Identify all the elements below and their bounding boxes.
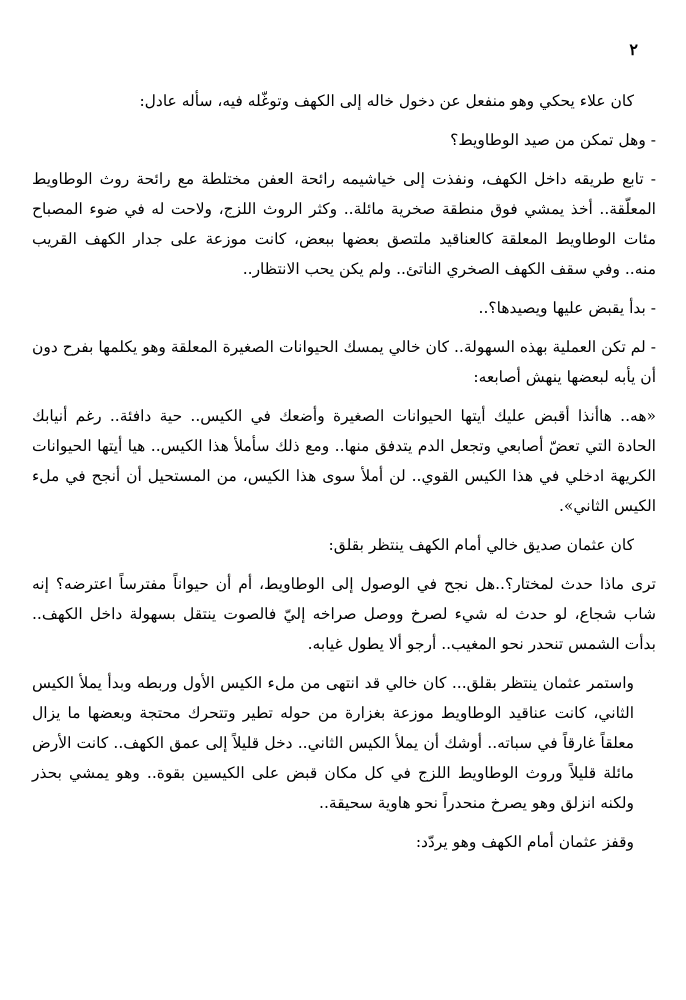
paragraph: - بدأ يقبض عليها ويصيدها؟.. bbox=[478, 299, 656, 317]
paragraph: «هه.. هاأنذا أقبض عليك أيتها الحيوانات الصغيرة وأضعك في الكيس.. حية دافئة.. رغم أنيابك الحادة التي تعضّ أصابعي وتجعل الدم يتدفق منها.. ومع ذلك سأملأ هذا الكيس.. هيا أيتها الحيوانات الكريهة ادخلي في هذا الكيس القوي.. لن أملأ سوى هذا الكيس، من المستحيل أن أنجح في ملء الكيس الثاني». bbox=[32, 407, 656, 515]
paragraph: - وهل تمكن من صيد الوطاويط؟ bbox=[450, 131, 656, 149]
paragraph: - لم تكن العملية بهذه السهولة.. كان خالي يمسك الحيوانات الصغيرة المعلقة وهو يكلمها بفرح دون أن يأبه لبعضها ينهش أصابعه: bbox=[32, 338, 656, 386]
paragraph: كان علاء يحكي وهو منفعل عن دخول خاله إلى الكهف وتوغّله فيه، سأله عادل: bbox=[139, 92, 634, 110]
page-number: ٢ bbox=[629, 40, 638, 59]
paragraph: كان عثمان صديق خالي أمام الكهف ينتظر بقلق: bbox=[328, 536, 634, 554]
paragraph: ترى ماذا حدث لمختار؟..هل نجح في الوصول إلى الوطاويط، أم أن حيواناً مفترساً اعترضه؟ إنه شاب شجاع، لو حدث له شيء لصرخ ووصل صراخه إليّ فالصوت ينتقل بسهولة داخل الكهف.. بدأت الشمس تنحدر نحو المغيب.. أرجو ألا يطول غيابه. bbox=[32, 575, 656, 653]
body-text bbox=[32, 86, 656, 866]
paragraph: وقفز عثمان أمام الكهف وهو يردّد: bbox=[415, 833, 634, 851]
paragraph: واستمر عثمان ينتظر بقلق... كان خالي قد انتهى من ملء الكيس الأول وربطه وبدأ يملأ الكيس الثاني، كانت عناقيد الوطاويط موزعة بغزارة من حوله تطير وتتحرك محتجة وبعضها ما يزال معلقاً غارقاً في سباته.. أوشك أن يملأ الكيس الثاني.. دخل قليلاً إلى عمق الكهف.. كانت الأرض مائلة قليلاً وروث الوطاويط اللزج في كل مكان قبض على الكيسين بقوة.. وهو يمشي بحذر ولكنه انزلق وهو يصرخ منحدراً نحو هاوية سحيقة.. bbox=[32, 674, 634, 812]
paragraph: - تابع طريقه داخل الكهف، ونفذت إلى خياشيمه رائحة العفن مختلطة مع رائحة روث الوطاويط المعلّقة.. أخذ يمشي فوق منطقة صخرية مائلة.. وكثر الروث اللزج، ولاحت له في ضوء المصباح مئات الوطاويط المعلقة كالعناقيد ملتصق بعضها ببعض، كانت موزعة على جدار الكهف القريب منه.. وفي سقف الكهف الصخري الناتئ.. ولم يكن يحب الانتظار.. bbox=[32, 170, 656, 278]
